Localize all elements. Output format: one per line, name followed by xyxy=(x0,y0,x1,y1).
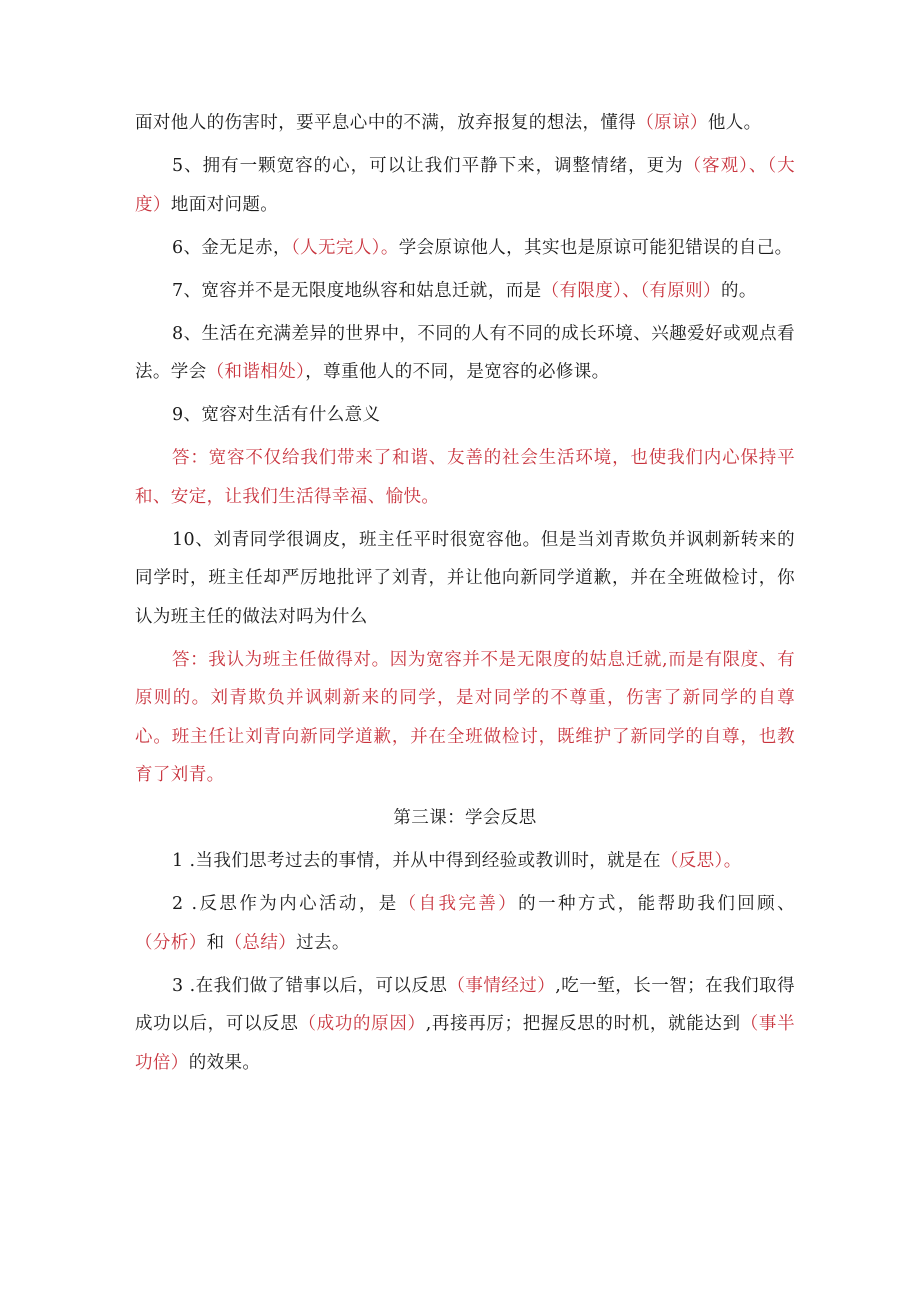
lesson3-item-3 xyxy=(135,967,795,1083)
paragraph-item-8 xyxy=(135,315,795,392)
body-text: 1 .当我们思考过去的事情，并从中得到经验或教训时，就是在 xyxy=(172,851,661,871)
answer-blank: （分析） xyxy=(135,932,207,953)
body-text: 5、拥有一颗宽容的心，可以让我们平静下来，调整情绪，更为 xyxy=(172,156,684,176)
lesson3-item-1 xyxy=(135,842,795,881)
paragraph-item-6 xyxy=(135,229,795,268)
answer-blank: （反思）。 xyxy=(660,851,742,871)
question-text: 9、宽容对生活有什么意义 xyxy=(172,405,381,425)
body-text: 2 .反思作为内心活动，是 xyxy=(172,894,399,914)
question-text: 10、刘青同学很调皮，班主任平时很宽容他。但是当刘青欺负并讽刺新转来的同学时，班主任却严厉地批评了刘青，并让他向新同学道歉，并在全班做检讨，你认为班主任的做法对吗为什么 xyxy=(135,529,795,627)
body-text: 的。 xyxy=(720,280,757,301)
body-text: 的效果。 xyxy=(188,1052,261,1073)
answer-text: 答：我认为班主任做得对。因为宽容并不是无限度的姑息迁就,而是有限度、有原则的。刘青欺负并讽刺新来的同学，是对同学的不尊重，伤害了新同学的自尊心。班主任让刘青向新同学道歉，并在全班做检讨，既维护了新同学的自尊，也教育了刘青。 xyxy=(135,649,795,785)
section-heading-lesson-3 xyxy=(135,799,795,838)
document-page xyxy=(135,104,795,1087)
answer-text: 答：宽容不仅给我们带来了和谐、友善的社会生活环境，也使我们内心保持平和、安定，让我们生活得幸福、愉快。 xyxy=(135,448,795,507)
body-text: 地面对问题。 xyxy=(170,194,279,215)
body-text: 的一种方式，能帮助我们回顾、 xyxy=(518,894,795,914)
answer-item-10 xyxy=(135,641,795,795)
body-text: 他人。 xyxy=(707,113,762,133)
body-text: ,吃一堑，长一智；在我们取得成功以后，可以反思 xyxy=(135,975,795,1034)
answer-blank: （原谅） xyxy=(636,113,708,133)
paragraph-item-5 xyxy=(135,147,795,224)
body-text: 8、生活在充满差异的世界中，不同的人有不同的成长环境、兴趣爱好或观点看法。学会 xyxy=(135,323,795,382)
body-text: 和 xyxy=(206,932,225,953)
answer-blank: （事半功倍） xyxy=(135,1014,795,1073)
body-text: 过去。 xyxy=(296,932,350,953)
question-item-9 xyxy=(135,396,795,435)
body-text: ，尊重他人的不同，是宽容的必修课。 xyxy=(305,362,610,382)
lesson3-item-2 xyxy=(135,885,795,962)
answer-blank: （客观）、（大度） xyxy=(135,156,795,215)
answer-blank: （有限度）、（有原则） xyxy=(541,280,721,301)
paragraph-item-7 xyxy=(135,272,795,311)
body-text: 3 .在我们做了错事以后，可以反思 xyxy=(172,975,448,996)
answer-blank: （自我完善） xyxy=(398,894,519,914)
paragraph-forgiveness-continued xyxy=(135,104,795,143)
body-text: 学会原谅他人，其实也是原谅可能犯错误的自己。 xyxy=(398,237,793,258)
answer-blank: （和谐相处） xyxy=(206,362,306,382)
answer-item-9 xyxy=(135,439,795,516)
answer-blank: （人无完人）。 xyxy=(290,237,399,258)
answer-blank: （总结） xyxy=(224,932,297,953)
answer-blank: （事情经过） xyxy=(447,975,556,996)
body-text: 面对他人的伤害时，要平息心中的不满，放弃报复的想法，懂得 xyxy=(135,113,637,133)
body-text: 6、金无足赤， xyxy=(172,237,291,258)
body-text: ,再接再厉；把握反思的时机，就能达到 xyxy=(425,1014,741,1034)
body-text: 7、宽容并不是无限度地纵容和姑息迁就，而是 xyxy=(172,280,542,301)
heading-text: 第三课：学会反思 xyxy=(393,808,537,828)
question-item-10 xyxy=(135,521,795,637)
answer-blank: （成功的原因） xyxy=(298,1014,426,1034)
